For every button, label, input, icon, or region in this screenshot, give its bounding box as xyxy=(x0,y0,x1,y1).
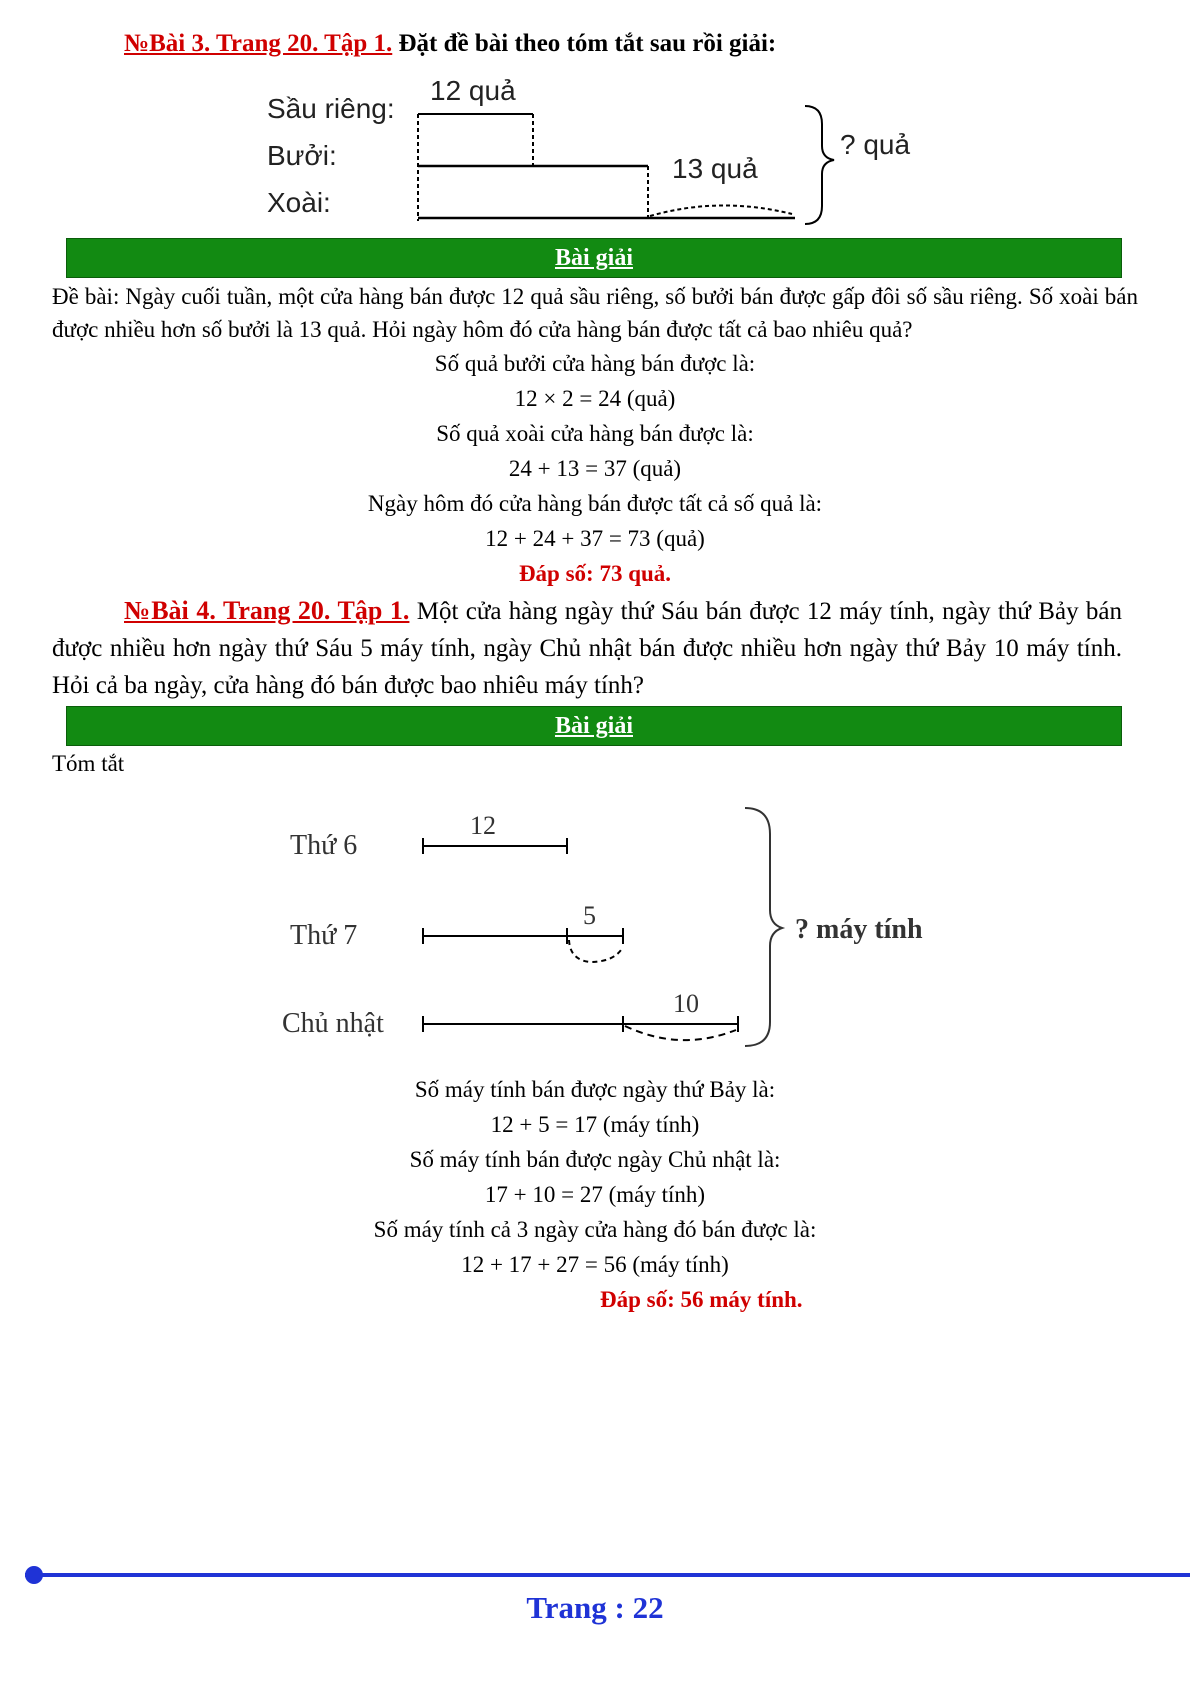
problem3-answer: Đáp số: 73 quả. xyxy=(518,561,672,586)
arc-5 xyxy=(569,940,621,962)
question-may-tinh: ? máy tính xyxy=(795,914,923,945)
arc-13-qua xyxy=(650,205,792,216)
footer-divider-dot xyxy=(25,1566,43,1584)
brace xyxy=(745,808,782,1046)
solution-header-text: Bài giải xyxy=(554,713,633,739)
value-12-qua: 12 quả xyxy=(430,75,516,106)
problem4-reference: №Bài 4. Trang 20. Tập 1. xyxy=(124,596,410,625)
label-buoi: Bưởi: xyxy=(267,140,337,171)
page-number: Trang : 22 xyxy=(526,1590,664,1625)
problem3-heading xyxy=(124,28,1144,60)
label-chu-nhat: Chủ nhật xyxy=(282,1008,384,1039)
label-sau-rieng: Sầu riêng: xyxy=(267,93,395,124)
summary-label: Tóm tắt xyxy=(52,751,125,776)
label-xoai: Xoài: xyxy=(267,187,331,218)
value-13-qua: 13 quả xyxy=(672,153,758,184)
problem3-step-6: 12 + 24 + 37 = 73 (quả) xyxy=(485,526,705,551)
label-thu6: Thứ 6 xyxy=(290,830,358,861)
problem3-step-3: Số quả xoài cửa hàng bán được là: xyxy=(436,421,754,446)
label-thu7: Thứ 7 xyxy=(290,920,358,951)
brace xyxy=(805,106,834,224)
problem4-answer: Đáp số: 56 máy tính. xyxy=(600,1287,803,1312)
solution-header-text: Bài giải xyxy=(554,245,633,271)
problem3-task: Đặt đề bài theo tóm tắt sau rồi giải: xyxy=(392,30,777,57)
problem4-step-3: Số máy tính bán được ngày Chủ nhật là: xyxy=(409,1147,781,1172)
problem4-diagram xyxy=(270,800,950,1060)
question-qua: ? quả xyxy=(840,129,911,160)
problem4-solution-header xyxy=(66,706,1122,746)
problem3-step-2: 12 × 2 = 24 (quả) xyxy=(514,386,676,411)
arc-10 xyxy=(625,1026,736,1040)
value-5: 5 xyxy=(583,901,596,930)
problem3-step-1: Số quả bưởi cửa hàng bán được là: xyxy=(434,351,756,376)
problem4-paragraph xyxy=(52,592,1122,704)
problem3-step-4: 24 + 13 = 37 (quả) xyxy=(508,456,682,481)
problem4-step-2: 12 + 5 = 17 (máy tính) xyxy=(490,1112,700,1137)
problem4-step-5: Số máy tính cả 3 ngày cửa hàng đó bán được là: xyxy=(373,1217,817,1242)
problem3-diagram xyxy=(240,66,940,236)
problem3-step-5: Ngày hôm đó cửa hàng bán được tất cả số quả là: xyxy=(367,491,823,516)
problem4-step-6: 12 + 17 + 27 = 56 (máy tính) xyxy=(461,1252,729,1277)
problem3-solution-header xyxy=(66,238,1122,278)
problem4-statement: Một cửa hàng ngày thứ Sáu bán được 12 máy tính, ngày thứ Bảy bán được nhiều hơn ngày thứ Sáu 5 máy tính, ngày Chủ nhật bán được nhiều hơn ngày thứ Bảy 10 máy tính. Hỏi cả ba ngày, cửa hàng đó bán được bao nhiêu máy tính? xyxy=(52,598,1122,699)
problem4-step-4: 17 + 10 = 27 (máy tính) xyxy=(484,1182,706,1207)
problem4-step-1: Số máy tính bán được ngày thứ Bảy là: xyxy=(414,1077,776,1102)
value-12: 12 xyxy=(470,811,496,840)
problem3-statement: Đề bài: Ngày cuối tuần, một cửa hàng bán được 12 quả sầu riêng, số bưởi bán được gấp đôi số sầu riêng. Số xoài bán được nhiều hơn số bưởi là 13 quả. Hỏi ngày hôm đó cửa hàng bán được tất cả bao nhiêu quả? xyxy=(52,284,1138,342)
footer-divider xyxy=(25,1573,1190,1577)
problem3-reference: №Bài 3. Trang 20. Tập 1. xyxy=(124,30,393,57)
value-10: 10 xyxy=(673,989,699,1018)
